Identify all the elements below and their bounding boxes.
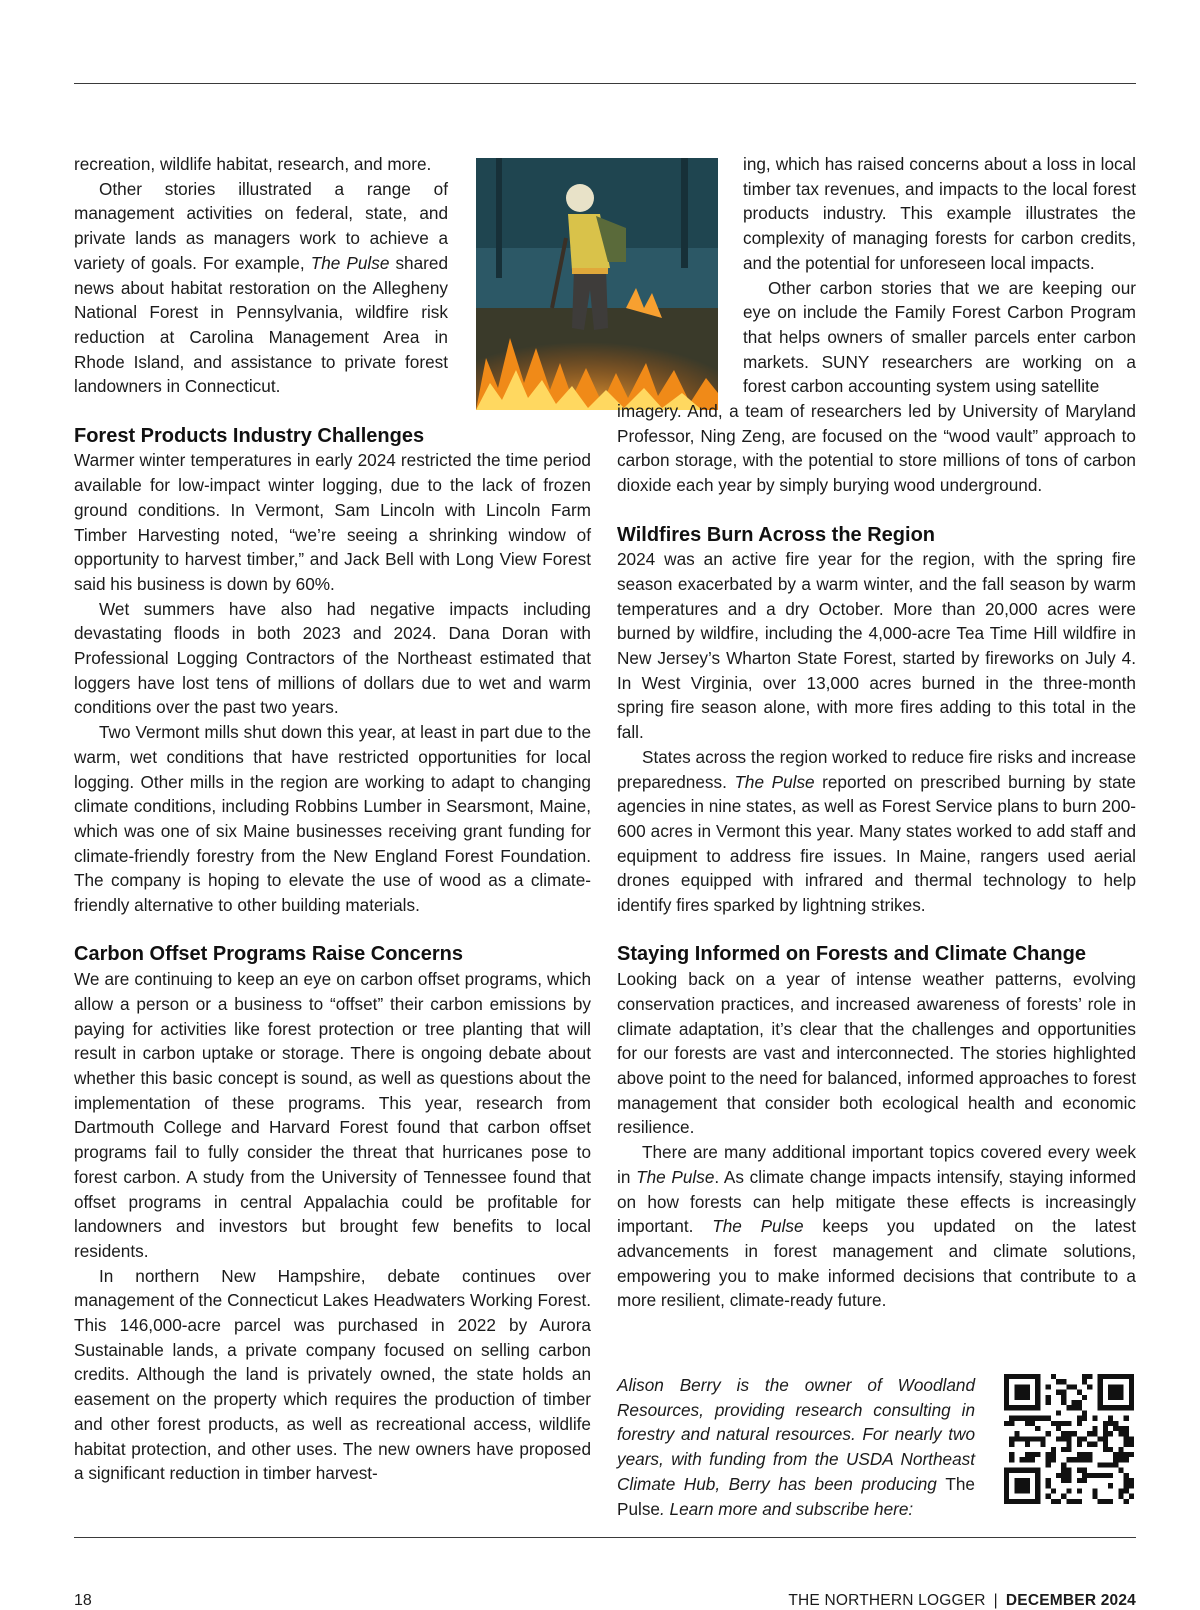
left-column [74,152,591,1486]
paragraph: Other carbon stories that we are keeping our eye on include the Family Forest Carbon Program that helps owners of smaller parcels enter carbon markets. SUNY researchers are working on a forest carbon accounting system using satellite [743,277,1136,397]
paragraph: ing, which has raised concerns about a loss in local timber tax revenues, and impacts to the local forest products industry. This example illustrates the complexity of managing forests for carbon credits, and the potential for unforeseen local impacts. [743,154,1136,273]
paragraph: 2024 was an active fire year for the region, with the spring fire season exacerbated by a warm winter, and the fall season by warm temperatures and a dry October. More than 20,000 acres were burned by wildfire, including the 4,000-acre Tea Time Hill wildfire in New Jersey’s Wharton State Forest, started by fireworks on July 4. In West Virginia, over 13,000 acres burned in the three-month spring fire season alone, with more fires adding to this total in the fall. [617,549,1136,743]
heading-staying-informed: Staying Informed on Forests and Climate Change [617,943,1086,966]
paragraph: Warmer winter temperatures in early 2024 restricted the time period available for low-impact winter logging, due to the lack of frozen ground conditions. In Vermont, Sam Lincoln with Lincoln Farm Timber Harvesting noted, “we’re seeing a shrinking window of opportunity to harvest timber,” and Jack Bell with Long View Forest said his business is down by 60%. [74,450,591,594]
publication-title: The Pulse [310,252,390,273]
page-number: 18 [74,1592,92,1609]
publication-title: The Pulse [636,1166,715,1187]
paragraph: Looking back on a year of intense weather patterns, evolving conservation practices, and increased awareness of forests’ role in climate adaptation, it’s clear that the challenges and opportunities for our forests are vast and interconnected. The stories highlighted above point to the need for balanced, informed approaches to forest management that consider both ecological health and economic resilience. [617,969,1136,1138]
publication-title: The Pulse [734,771,815,792]
heading-wildfires: Wildfires Burn Across the Region [617,523,936,546]
footer-separator: | [993,1592,998,1609]
paragraph: In northern New Hampshire, debate continues over management of the Connecticut Lakes Headwaters Working Forest. This 146,000-acre parcel was purchased in 2022 by Aurora Sustainable lands, a private company focused on selling carbon credits. Although the land is privately owned, the state holds an easement on the property which requires the production of timber and other forest products, as well as recreational access, wildlife habitat protection, and other uses. The new owners have proposed a significant reduction in timber harvest- [74,1265,591,1484]
text-run: Alison Berry is the owner of Woodland Resources, providing research consulting in forestry and natural resources. For nearly two years, with funding from the USDA Northeast Climate Hub, Berry has been producing [617,1375,975,1494]
text-run: . As climate change impacts intensify, staying informed on how forests can help mitigate these effects is increasingly important. [617,1166,1137,1237]
paragraph: recreation, wildlife habitat, research, and more. [74,154,432,174]
text-run: States across the region worked to reduce fire risks and increase preparedness. [617,746,1136,792]
qr-code[interactable] [1004,1374,1134,1504]
paragraph: Wet summers have also had negative impacts including devastating floods in both 2023 and 2024. Dana Doran with Professional Logging Contractors of the Northeast estimated that loggers have lost tens of millions of dollars due to wet and warm conditions over the past two years. [74,598,591,718]
text-run: keeps you updated on the latest advancements in forest management and climate solutions, empowering you to make informed decisions that contribute to a more resilient, climate-ready future. [617,1216,1137,1311]
paragraph: Two Vermont mills shut down this year, at least in part due to the warm, wet conditions that have restricted opportunities for local logging. Other mills in the region are working to adapt to changing climate conditions, including Robbins Lumber in Searsmont, Maine, which was one of six Maine businesses receiving grant funding for climate-friendly forestry from the New England Forest Foundation. The company is hoping to elevate the use of wood as a climate-friendly alternative to other building materials. [74,722,591,916]
running-footer [788,1592,1136,1610]
paragraph [617,745,1136,918]
left-wrapped-text [74,152,448,399]
publication-title: The Pulse [712,1216,804,1237]
paragraph: We are continuing to keep an eye on carbon offset programs, which allow a person or a business to “offset” their carbon emissions by paying for activities like forest protection or tree planting that will result in carbon uptake or storage. There is ongoing debate about whether this basic concept is sound, as well as questions about the implementation of these programs. This year, research from Dartmouth College and Harvard Forest found that carbon offset programs fail to fully consider the threat that hurricanes pose to forest carbon. A study from the University of Tennessee found that offset programs in central Appalachia could be profitable for landowners and investors but brought few benefits to local residents. [74,969,591,1261]
issue-date: DECEMBER 2024 [1005,1592,1136,1609]
bottom-rule [74,1537,1136,1538]
paragraph: imagery. And, a team of researchers led by University of Maryland Professor, Ning Zeng, are focused on the “wood vault” approach to carbon storage, with the potential to store millions of tons of carbon dioxide each year by simply burying wood underground. [617,401,1136,496]
heading-carbon-offset: Carbon Offset Programs Raise Concerns [74,943,463,966]
text-run: There are many additional important topics covered every week in [617,1142,1136,1187]
right-wrapped-text [743,152,1136,399]
text-run: Other stories illustrated a range of management activities on federal, state, and private lands as managers work to achieve a variety of goals. For example, [74,178,448,273]
publication-title: Pulse [617,1498,660,1519]
text-run: shared news about habitat restoration on the Allegheny National Forest in Pennsylvania, wildfire risk reduction at Carolina Management Area in Rhode Island, and assistance to private forest landowners in Connecticut. [74,252,449,397]
heading-forest-products: Forest Products Industry Challenges [74,424,425,447]
text-run: . Learn more and subscribe here: [660,1498,914,1519]
paragraph [74,177,448,399]
text-run: reported on prescribed burning by state agencies in nine states, as well as Forest Service plans to burn 200-600 acres in Vermont this year. Many states worked to add staff and equipment to address fire issues. In Maine, rangers used aerial drones equipped with infrared and thermal technology to help identify fires sparked by lightning strikes. [617,771,1136,916]
right-column [617,152,1136,1313]
publication-title: The [945,1473,975,1494]
author-bio [617,1373,975,1521]
publication-name: THE NORTHERN LOGGER [788,1592,986,1609]
qr-code-icon [1004,1374,1134,1504]
paragraph [617,1140,1136,1313]
top-rule [74,83,1136,84]
